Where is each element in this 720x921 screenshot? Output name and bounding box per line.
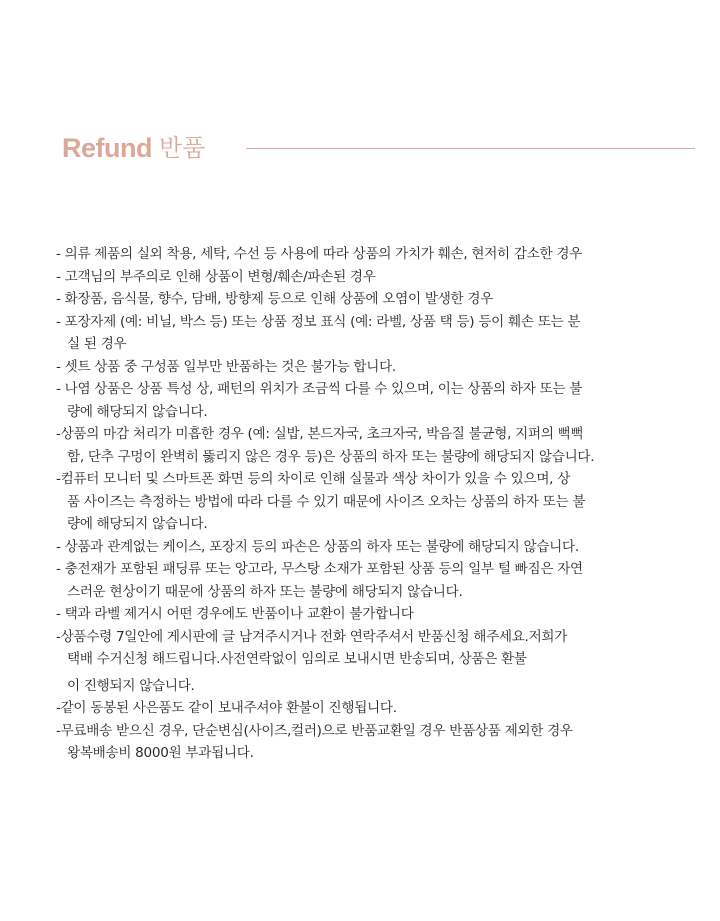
- notice-text-continued: 택배 수거신청 해드립니다.사전연락없이 임의로 보내시면 반송되며, 상품은 환불: [67, 651, 527, 667]
- refund-notice-item: [56, 243, 666, 266]
- refund-notice-list: [56, 243, 666, 765]
- header-divider: [246, 148, 695, 149]
- notice-text: - 상품과 관계없는 케이스, 포장지 등의 파손은 상품의 하자 또는 불량에 해당되지 않습니다.: [56, 538, 579, 555]
- refund-notice-item: [56, 288, 666, 311]
- notice-text: - 택과 라벨 제거시 어떤 경우에도 반품이나 교환이 불가합니다: [56, 606, 414, 622]
- refund-notice-item: [56, 558, 666, 603]
- notice-text-continued: 량에 해당되지 않습니다.: [67, 403, 208, 420]
- refund-notice-item: [56, 697, 666, 720]
- refund-notice-item: [56, 536, 666, 559]
- notice-text: - 의류 제품의 실외 착용, 세탁, 수선 등 사용에 따라 상품의 가치가 훼손, 현저히 감소한 경우: [56, 246, 583, 262]
- notice-text: - 고객님의 부주의로 인해 상품이 변형/훼손/파손된 경우: [56, 268, 376, 285]
- notice-text: -상품수령 7일안에 게시판에 글 남겨주시거나 전화 연락주셔서 반품신청 해주세요.저희가: [56, 628, 568, 645]
- notice-text-continued: 스러운 현상이기 때문에 상품의 하자 또는 불량에 해당되지 않습니다.: [67, 583, 463, 600]
- notice-text-continued: 함, 단추 구멍이 완벽히 뚫리지 않은 경우 등)은 상품의 하자 또는 불량에 해당되지 않습니다.: [67, 448, 595, 465]
- notice-text-continued: 왕복배송비 8000원 부과됩니다.: [67, 745, 254, 761]
- section-title-en: Refund: [62, 132, 152, 163]
- refund-notice-item: [56, 356, 666, 379]
- refund-notice-item: [56, 423, 666, 468]
- notice-text: - 포장자제 (예: 비닐, 박스 등) 또는 상품 정보 표식 (예: 라벨, 상품 택 등) 등이 훼손 또는 분: [56, 313, 581, 330]
- notice-text: -컴퓨터 모니터 및 스마트폰 화면 등의 차이로 인해 실물과 색상 차이가 있을 수 있으며, 상: [56, 471, 571, 487]
- notice-text-continued: 실 된 경우: [67, 336, 127, 352]
- notice-text: - 셋트 상품 중 구성품 일부만 반품하는 것은 불가능 합니다.: [56, 358, 396, 375]
- refund-notice-item: [56, 311, 666, 356]
- notice-text: -같이 동봉된 사은품도 같이 보내주셔야 환불이 진행됩니다.: [56, 700, 397, 716]
- notice-text-continued: 량에 해당되지 않습니다.: [67, 516, 208, 532]
- refund-notice-item: [56, 468, 666, 536]
- notice-text-continued: 품 사이즈는 측정하는 방법에 따라 다를 수 있기 때문에 사이즈 오차는 상품의 하자 또는 불: [67, 493, 586, 510]
- section-title-ko: 반품: [158, 134, 206, 162]
- notice-text-continued: 이 진행되지 않습니다.: [67, 677, 195, 694]
- refund-notice-item: [56, 266, 666, 289]
- refund-notice-item: [56, 720, 666, 765]
- refund-notice-item: [56, 378, 666, 423]
- refund-notice-item: [56, 603, 666, 626]
- notice-text: - 화장품, 음식물, 향수, 담배, 방향제 등으로 인해 상품에 오염이 발생한 경우: [56, 291, 494, 307]
- refund-notice-item: [56, 626, 666, 698]
- notice-text: -상품의 마감 처리가 미흡한 경우 (예: 실밥, 본드자국, 초크자국, 박음질 불균형, 지퍼의 뻑뻑: [56, 426, 584, 442]
- notice-text: -무료배송 받으신 경우, 단순변심(사이즈,컬러)으로 반품교환일 경우 반품상품 제외한 경우: [56, 722, 573, 739]
- notice-text: - 나염 상품은 상품 특성 상, 패턴의 위치가 조금씩 다를 수 있으며, 이는 상품의 하자 또는 불: [56, 381, 583, 397]
- notice-text: - 충전재가 포함된 패딩류 또는 앙고라, 무스탕 소재가 포함된 상품 등의 일부 털 빠짐은 자연: [56, 561, 583, 577]
